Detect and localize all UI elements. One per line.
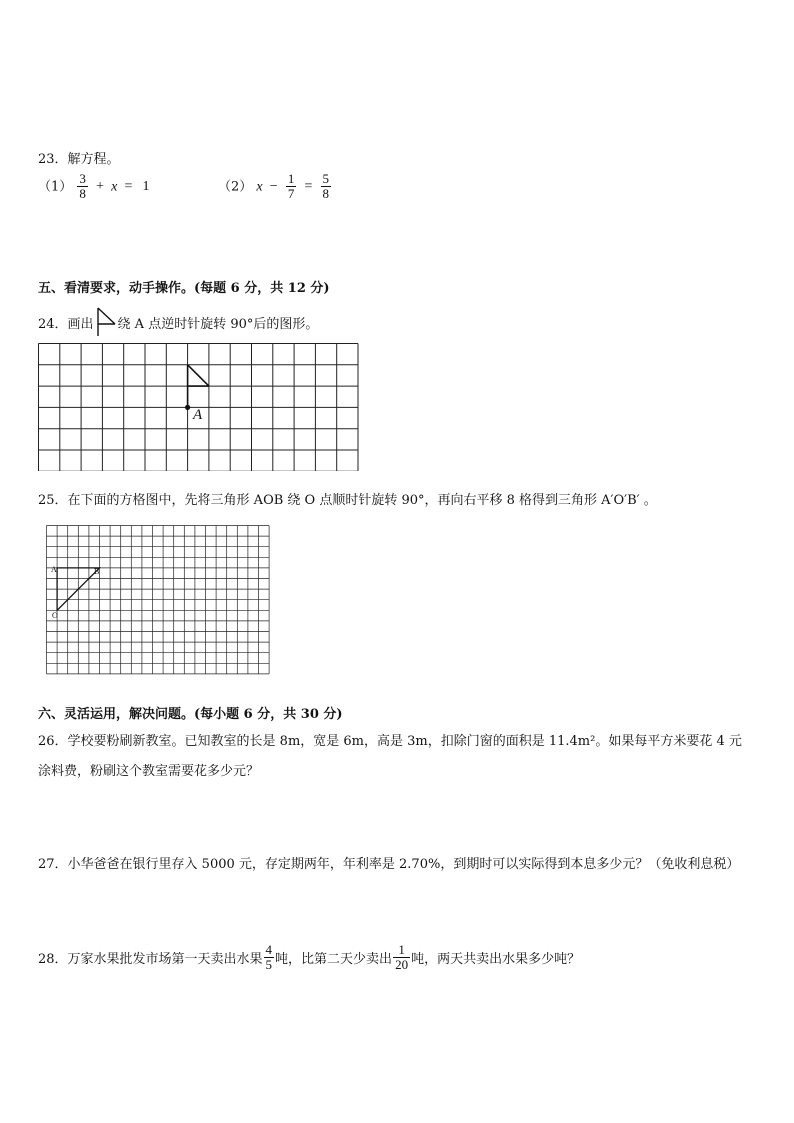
- q28-part-2: 吨，比第二天少卖出: [275, 952, 393, 968]
- fraction-numerator: 1: [393, 943, 410, 958]
- rhs-value: 1: [142, 179, 150, 195]
- section-5-heading: 五、看清要求，动手操作。(每题 6 分，共 12 分): [38, 281, 330, 296]
- q24-text: [38, 307, 318, 337]
- fraction-denominator: 7: [287, 186, 295, 202]
- q28-part-1: 28．万家水果批发市场第一天卖出水果: [38, 952, 263, 968]
- q28-text: [38, 943, 580, 973]
- q28-part-3: 吨，两天共卖出水果多少吨？: [411, 952, 581, 968]
- q25-grid: [46, 525, 270, 681]
- variable-x: x: [256, 179, 263, 195]
- q25-text: 25．在下面的方格图中，先将三角形 AOB 绕 O 点顺时针旋转 90°，再向右平移 8 格得到三角形 A′O′B′ 。: [38, 493, 657, 508]
- fraction-numerator: 1: [287, 171, 295, 186]
- q27-text: 27．小华爸爸在银行里存入 5000 元，存定期两年，年利率是 2.70%，到期时可以实际得到本息多少元？（免收利息税）: [38, 857, 740, 872]
- fraction-numerator: 4: [265, 942, 273, 957]
- q23-equation-2: [218, 172, 332, 202]
- fraction-numerator: 3: [79, 171, 86, 186]
- q23-p2-fraction-2: [321, 172, 332, 202]
- q23-equation-1: [38, 172, 153, 202]
- variable-x: x: [111, 179, 118, 195]
- equals-operator: =: [124, 179, 133, 195]
- q23-title: 23．解方程。: [38, 152, 120, 167]
- plus-operator: +: [96, 179, 104, 195]
- fraction-denominator: 8: [322, 186, 330, 202]
- point-o-label: O: [52, 611, 58, 620]
- q28-fraction-2: [393, 943, 410, 973]
- q26-line-1: 26．学校要粉刷新教室。已知教室的长是 8m，宽是 6m，高是 3m，扣除门窗的面积是 11.4m²。如果每平方米要花 4 元: [38, 734, 742, 749]
- q24-grid: [38, 343, 360, 471]
- q23-p1-label: （1）: [38, 179, 73, 195]
- equals-operator: =: [304, 179, 313, 195]
- point-b-label: B: [94, 567, 100, 576]
- q24-suffix: 绕 A 点逆时针旋转 90°后的图形。: [117, 316, 319, 332]
- point-a-dot: [185, 405, 190, 410]
- fraction-denominator: 8: [79, 186, 86, 202]
- fraction-denominator: 5: [265, 957, 273, 973]
- flag-shape-icon: [95, 307, 117, 337]
- q24-prefix: 24．画出: [38, 316, 94, 332]
- q26-line-2: 涂料费，粉刷这个教室需要花多少元？: [38, 764, 260, 779]
- flag-diagonal: [188, 365, 209, 386]
- q23-p2-fraction-1: [286, 172, 297, 202]
- section-6-heading: 六、灵活运用，解决问题。(每小题 6 分，共 30 分): [38, 707, 343, 722]
- q28-fraction-1: [264, 943, 275, 973]
- point-a-label: A: [51, 565, 57, 574]
- minus-operator: −: [269, 179, 278, 195]
- q23-p1-fraction: [77, 172, 88, 202]
- fraction-numerator: 5: [322, 171, 330, 186]
- q23-p2-label: （2）: [218, 179, 253, 195]
- point-a-label: A: [193, 407, 203, 423]
- fraction-denominator: 20: [395, 957, 409, 973]
